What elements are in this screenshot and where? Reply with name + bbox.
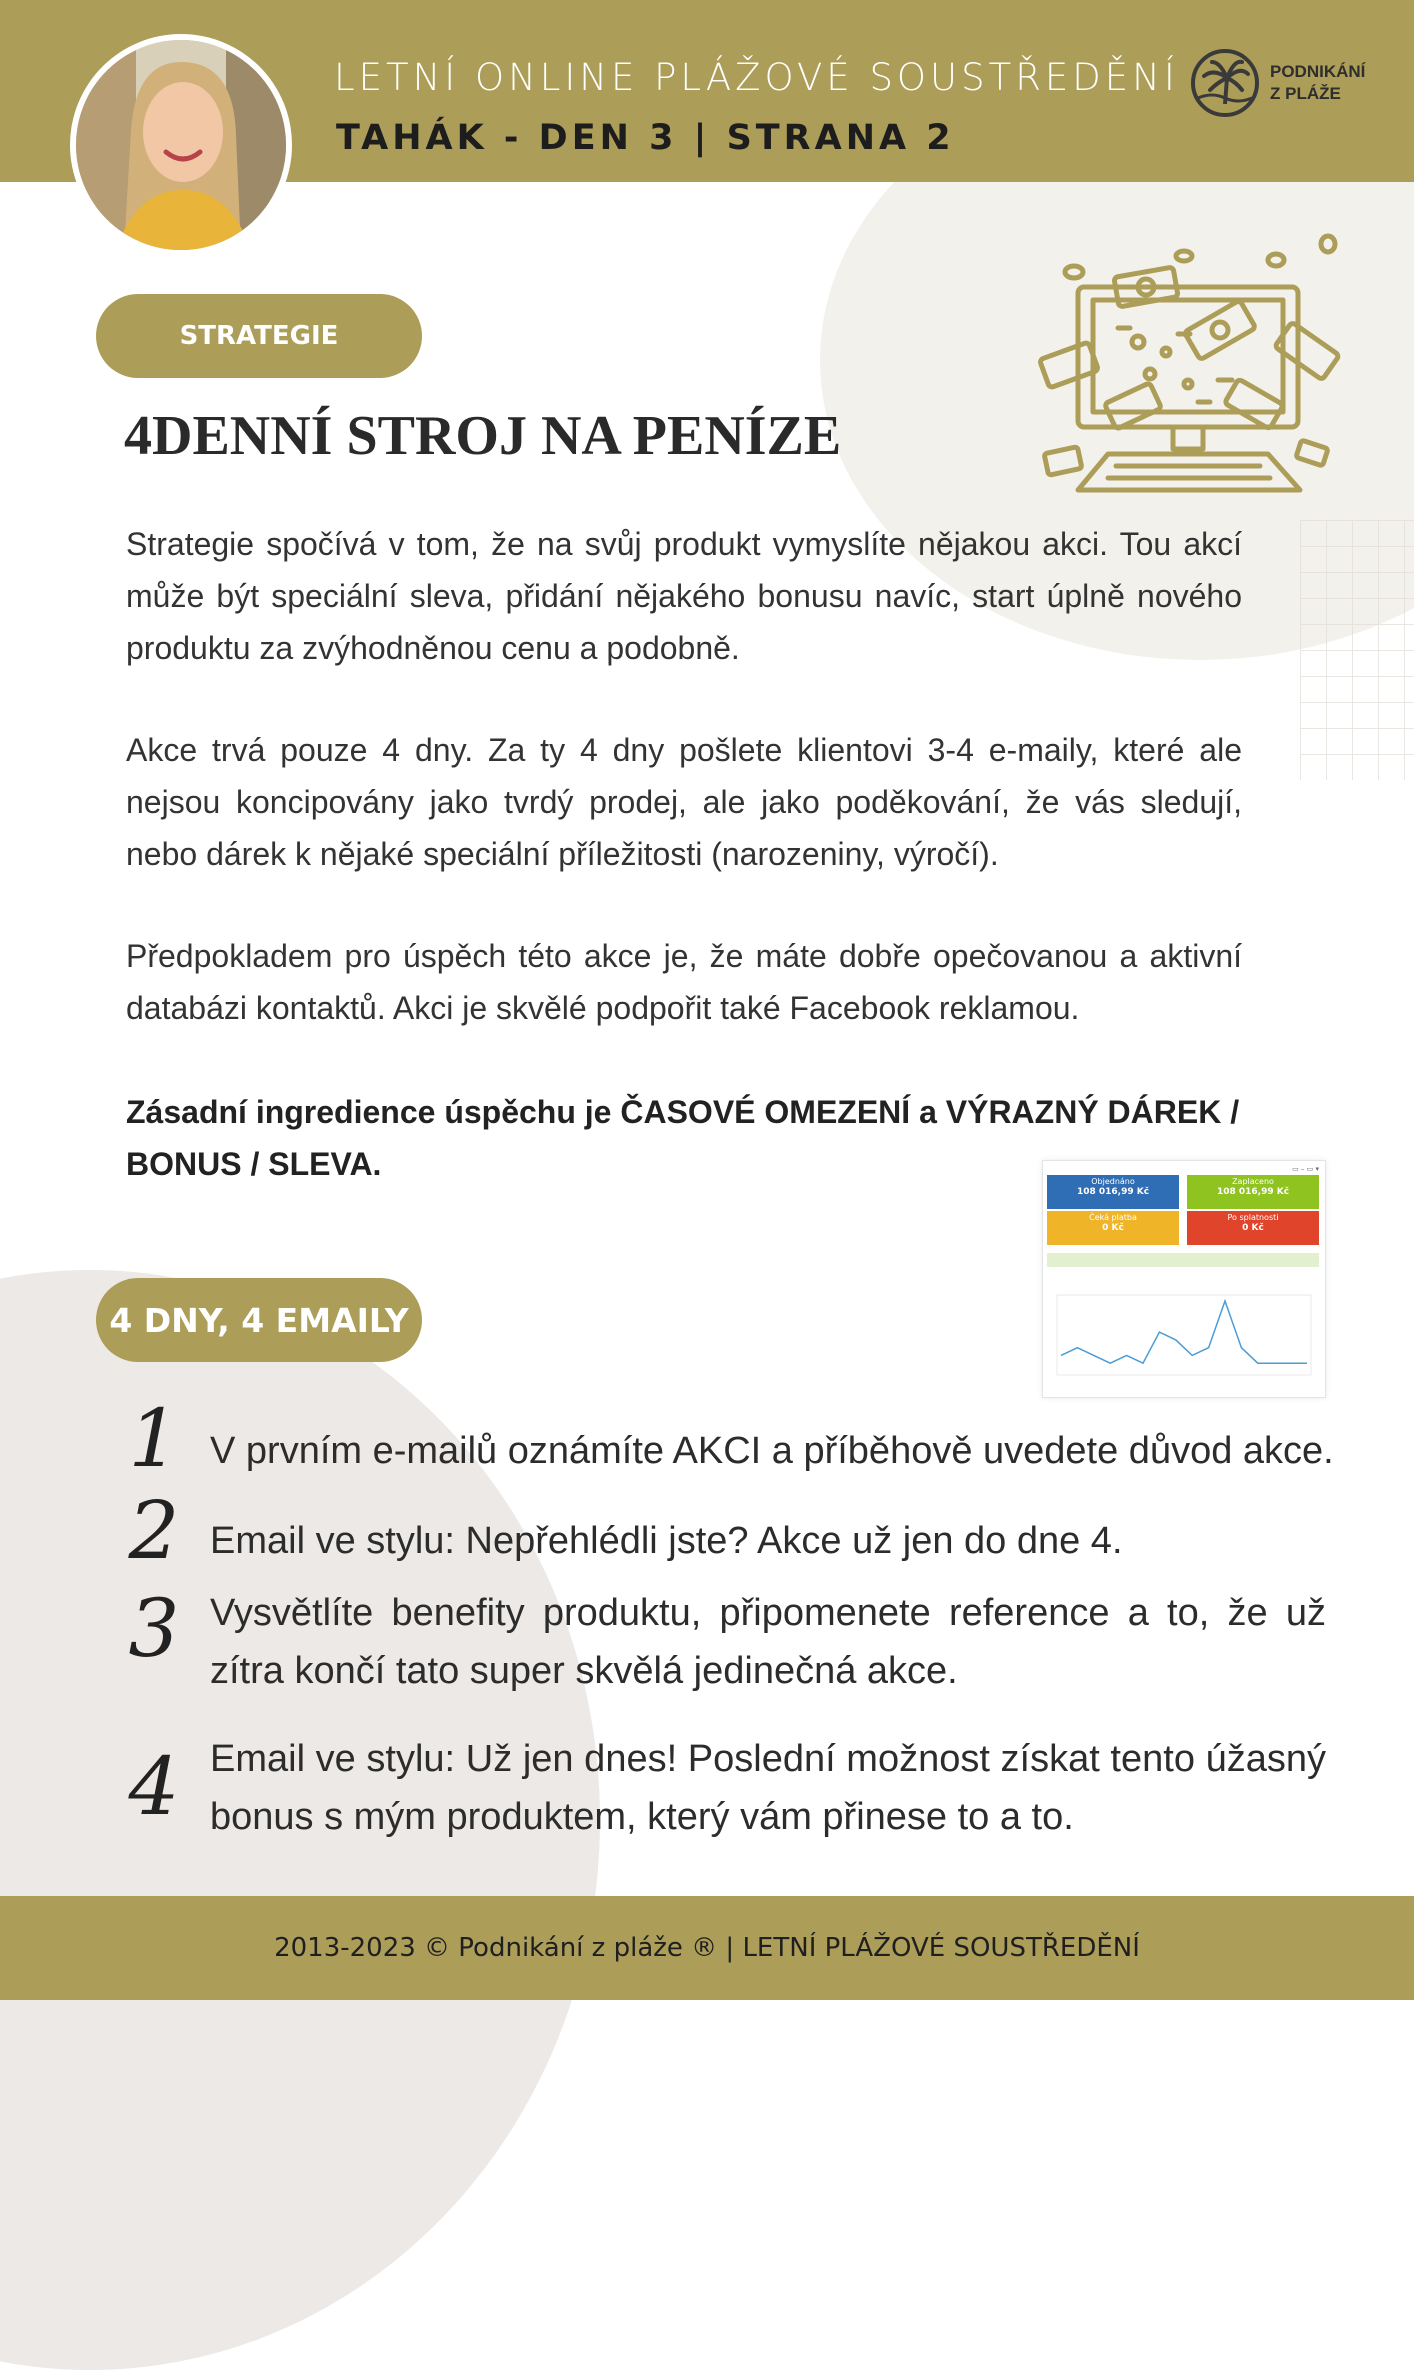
dashboard-tile: Čeká platba 0 Kč	[1047, 1211, 1179, 1245]
avatar-portrait-icon	[76, 40, 286, 250]
header-title: LETNÍ ONLINE PLÁŽOVÉ SOUSTŘEDĚNÍ	[334, 56, 1179, 99]
dashboard-line-chart	[1049, 1289, 1319, 1389]
strategy-paragraph-2: Akce trvá pouze 4 dny. Za ty 4 dny pošlete klientovi 3-4 e-maily, které ale nejsou koncipovány jako tvrdý prodej, ale jako poděkování, že vás sledují, nebo dárek k nějaké speciální příležitosti (narozeniny, výročí).	[126, 732, 1242, 872]
dashboard-note	[1047, 1253, 1319, 1267]
step-text: Email ve stylu: Už jen dnes! Poslední možnost získat tento úžasný bonus s mým produktem, který vám přinese to a to.	[210, 1738, 1326, 1838]
step-number: 4	[128, 1740, 180, 1833]
key-ingredient-text: Zásadní ingredience úspěchu je ČASOVÉ OMEZENÍ a VÝRAZNÝ DÁREK / BONUS / SLEVA.	[126, 1094, 1240, 1182]
emails-badge: 4 DNY, 4 EMAILY	[96, 1278, 422, 1362]
brand-logo	[1190, 48, 1380, 118]
strategy-paragraph-1: Strategie spočívá v tom, že na svůj produkt vymyslíte nějakou akci. Tou akcí může být speciální sleva, přidání nějakého bonusu navíc, start úplně nového produktu za zvýhodněnou cenu a podobně.	[126, 526, 1242, 666]
sales-dashboard-screenshot	[1042, 1160, 1326, 1398]
step-text: Vysvětlíte benefity produktu, připomenete reference a to, že už zítra končí tato super skvělá jedinečná akce.	[210, 1592, 1326, 1692]
step-number: 1	[128, 1392, 180, 1485]
logo-line-1: PODNIKÁNÍ	[1270, 62, 1366, 81]
strategy-paragraph-3: Předpokladem pro úspěch této akce je, že máte dobře opečovanou a aktivní databázi kontaktů. Akci je skvělé podpořit také Facebook reklamou.	[126, 938, 1242, 1026]
header-subtitle: TAHÁK - DEN 3 | STRANA 2	[336, 118, 955, 158]
logo-line-2: Z PLÁŽE	[1270, 84, 1341, 103]
page-title: 4DENNÍ STROJ NA PENÍZE	[124, 405, 842, 467]
dashboard-date-filter: ▭ – ▭ ▾	[1292, 1165, 1319, 1173]
footer-text: 2013-2023 © Podnikání z pláže ® | LETNÍ PLÁŽOVÉ SOUSTŘEDĚNÍ	[274, 1933, 1140, 1963]
step-text: V prvním e-mailů oznámíte AKCI a příběhově uvedete důvod akce.	[210, 1430, 1334, 1472]
author-avatar	[76, 40, 286, 250]
step-number: 2	[128, 1484, 180, 1577]
chart-series-line	[1061, 1301, 1307, 1363]
computer-money-icon	[1038, 232, 1358, 502]
step-text: Email ve stylu: Nepřehlédli jste? Akce už jen do dne 4.	[210, 1520, 1123, 1562]
strategy-badge: STRATEGIE	[96, 294, 422, 378]
palm-logo-icon	[1190, 48, 1260, 118]
grid-decoration	[1300, 520, 1414, 780]
dashboard-tile: Objednáno 108 016,99 Kč	[1047, 1175, 1179, 1209]
dashboard-tile: Zaplaceno 108 016,99 Kč	[1187, 1175, 1319, 1209]
dashboard-tile: Po splatnosti 0 Kč	[1187, 1211, 1319, 1245]
step-number: 3	[128, 1582, 180, 1675]
page-footer	[0, 1896, 1414, 2000]
